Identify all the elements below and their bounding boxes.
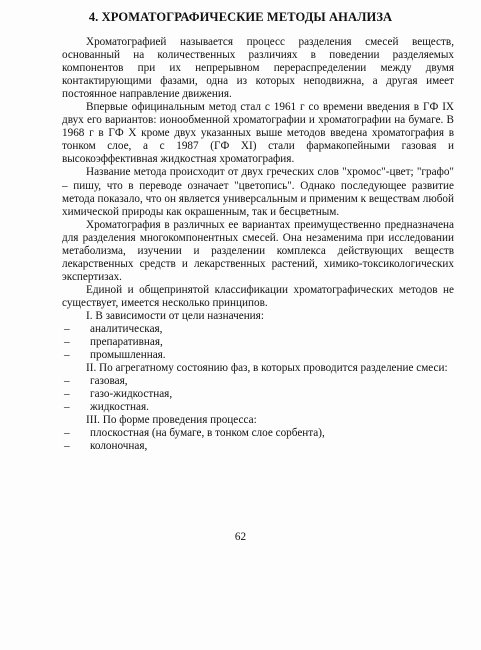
page-number: 62 — [234, 531, 247, 543]
list-item: – газо-жидкостная, — [64, 388, 173, 401]
list-item: – препаративная, — [64, 336, 163, 349]
list-item: – промышленная. — [64, 349, 166, 362]
list-item: – аналитическая, — [64, 323, 163, 336]
paragraph-etymology: Название метода происходит от двух греческих слов "хромос"-цвет; "графо" – пишу, что в переводе означает "цветопись". Однако последующее развитие метода показало, что он является универсальным и применим к веществам любой химической природы как окрашенным, так и бесцветным. — [62, 166, 454, 218]
paragraph-classification: Единой и общепринятой классификации хроматографических методов не существует, имеется несколько принципов. — [62, 283, 454, 309]
list-item: – жидкостная. — [64, 401, 149, 414]
classification-heading-purpose: I. В зависимости от цели назначения: — [86, 309, 264, 322]
classification-heading-phase: II. По агрегатному состоянию фаз, в которых проводится разделение смеси: — [86, 362, 448, 375]
dash-marker: – — [64, 401, 70, 414]
dash-marker: – — [64, 427, 70, 440]
dash-marker: – — [64, 336, 70, 349]
paragraph-history: Впервые официнальным метод стал с 1961 г со времени введения в ГФ IX двух его вариантов: ионообменной хроматографии и хроматографии на бумаге. В 1968 г в ГФ X кроме двух указанных выше методов введена хроматография в тонком слое, а с 1987 (ГФ XI) стали фармакопейными газовая и высокоэффективная жидкостная хроматография. — [62, 101, 454, 166]
dash-marker: – — [64, 440, 70, 453]
dash-marker: – — [64, 375, 70, 388]
list-item: – плоскостная (на бумаге, в тонком слое сорбента), — [64, 427, 325, 440]
paragraph-definition: Хроматографией называется процесс разделения смесей веществ, основанный на количественных различиях в поведении разделяемых компонентов при их непрерывном перераспределении между двумя контактирующими фазами, одна из которых неподвижна, а другая имеет постоянное направление движения. — [62, 36, 454, 101]
dash-marker: – — [64, 349, 70, 362]
classification-heading-form: III. По форме проведения процесса: — [86, 414, 257, 427]
dash-marker: – — [64, 323, 70, 336]
paragraph-applications: Хроматография в различных ее вариантах преимущественно предназначена для разделения многокомпонентных смесей. Она незаменима при исследовании метаболизма, изучении и разделении комплекса действующих веществ лекарственных средств и лекарственных растений, химико-токсикологических экспертизах. — [62, 218, 454, 283]
section-heading: 4. ХРОМАТОГРАФИЧЕСКИЕ МЕТОДЫ АНАЛИЗА — [88, 10, 393, 24]
body-text — [62, 36, 454, 454]
list-item: – колоночная, — [64, 440, 148, 453]
dash-marker: – — [64, 388, 70, 401]
list-item: – газовая, — [64, 375, 128, 388]
